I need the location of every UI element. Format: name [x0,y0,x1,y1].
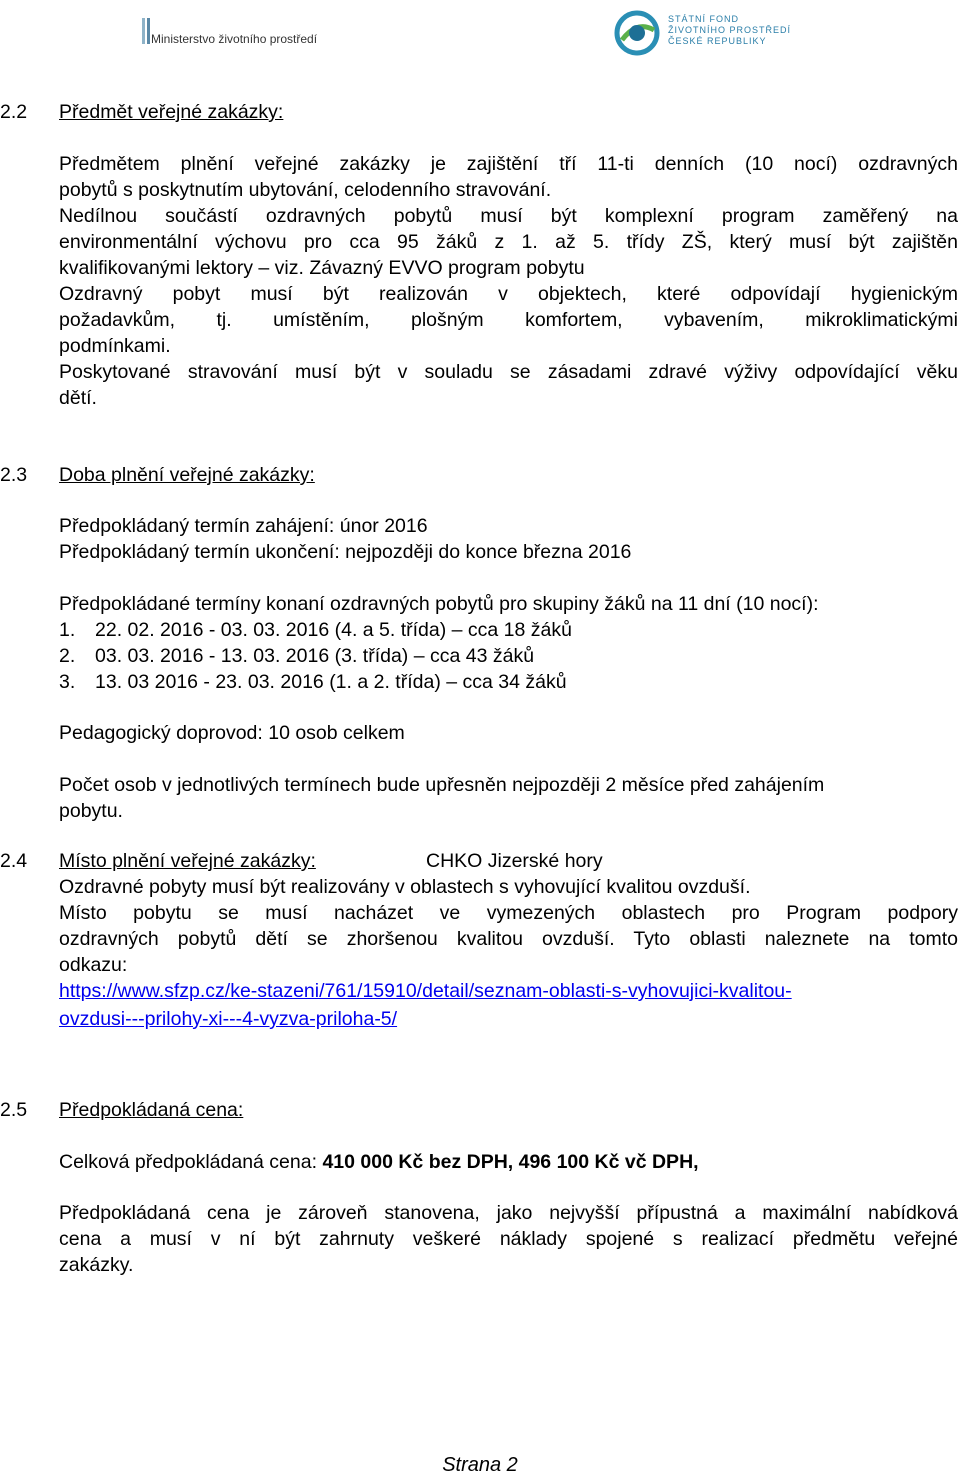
regions-link-line2[interactable]: ovzdusi---prilohy-xi---4-vyzva-priloha-5/ [59,1008,398,1030]
term-number: 2. [59,645,76,667]
regions-link-line1[interactable]: https://www.sfzp.cz/ke-stazeni/761/15910/detail/seznam-oblasti-s-vyhovujici-kvalitou- [59,980,792,1002]
paragraph-line: zakázky. [59,1254,134,1276]
term-text: 13. 03 2016 - 23. 03. 2016 (1. a 2. třída) – cca 34 žáků [95,671,567,693]
sfzp-logo-line: ČESKÉ REPUBLIKY [668,36,767,46]
sfzp-logo-line: STÁTNÍ FOND [668,14,739,24]
total-price-label: Celková předpokládaná cena: [59,1151,323,1173]
mzp-logo-text: Ministerstvo životního prostředí [151,32,318,46]
section-title: Místo plnění veřejné zakázky: [59,850,316,872]
paragraph-line: Předmětem plnění veřejné zakázky je zajištění tří 11-ti denních (10 nocí) ozdravných [59,153,958,175]
paragraph-line: Poskytované stravování musí být v souladu se zásadami zdravé výživy odpovídající věku [59,361,958,383]
paragraph-line: kvalifikovanými lektory – viz. Závazný EVVO program pobytu [59,257,585,279]
paragraph-line: Ozdravný pobyt musí být realizován v objektech, které odpovídají hygienickým [59,283,958,305]
paragraph-line: požadavkům, tj. umístěním, plošným komfortem, vybavením, mikroklimatickými [59,309,958,331]
section-title: Předmět veřejné zakázky: [59,101,284,123]
term-number: 3. [59,671,76,693]
term-text: 03. 03. 2016 - 13. 03. 2016 (3. třída) – cca 43 žáků [95,645,535,667]
section-title: Doba plnění veřejné zakázky: [59,464,315,486]
sfzp-emblem-icon [614,10,660,56]
paragraph-line: Nedílnou součástí ozdravných pobytů musí být komplexní program zaměřený na [59,205,958,227]
paragraph-line: ozdravných pobytů dětí se zhoršenou kvalitou ovzduší. Tyto oblasti naleznete na tomto [59,928,958,950]
term-text: 22. 02. 2016 - 03. 03. 2016 (4. a 5. třída) – cca 18 žáků [95,619,572,641]
paragraph-line: odkazu: [59,954,128,976]
escort-info: Pedagogický doprovod: 10 osob celkem [59,722,405,744]
term-item [59,643,534,669]
section-number: 2.4 [0,850,28,872]
start-date: Předpokládaný termín zahájení: únor 2016 [59,515,428,537]
place-value: CHKO Jizerské hory [426,850,603,872]
total-price-value: 410 000 Kč bez DPH, 496 100 Kč vč DPH, [322,1151,699,1173]
section-number: 2.3 [0,464,28,486]
section-title: Předpokládaná cena: [59,1099,244,1121]
terms-intro: Předpokládané termíny konaní ozdravných pobytů pro skupiny žáků na 11 dní (10 nocí): [59,593,819,615]
term-item [59,669,567,695]
sfzp-logo [614,10,792,56]
paragraph-line: Místo pobytu se musí nacházet ve vymezených oblastech pro Program podpory [59,902,958,924]
section-number: 2.5 [0,1099,28,1121]
paragraph-line: Předpokládaná cena je zároveň stanovena, jako nejvyšší přípustná a maximální nabídková [59,1202,958,1224]
sfzp-logo-text [668,14,791,47]
section-number: 2.2 [0,101,28,123]
paragraph-line: dětí. [59,387,97,409]
paragraph-line: podmínkami. [59,335,171,357]
paragraph-line: Ozdravné pobyty musí být realizovány v oblastech s vyhovující kvalitou ovzduší. [59,876,751,898]
page-number: Strana 2 [442,1454,518,1476]
sfzp-logo-line: ŽIVOTNÍHO PROSTŘEDÍ [668,25,792,35]
paragraph-line: cena a musí v ní být zahrnuty veškeré náklady spojené s realizací předmětu veřejné [59,1228,958,1250]
end-date: Předpokládaný termín ukončení: nejpozději do konce března 2016 [59,541,632,563]
paragraph-line: Počet osob v jednotlivých termínech bude upřesněn nejpozději 2 měsíce před zahájením [59,774,825,796]
paragraph-line: environmentální výchovu pro cca 95 žáků z 1. až 5. třídy ZŠ, který musí být zajištěn [59,231,958,253]
term-item [59,617,572,643]
regions-link[interactable] [59,978,792,1004]
paragraph-line: pobytu. [59,800,123,822]
total-price [59,1149,699,1175]
regions-link[interactable] [59,1006,397,1032]
mzp-logo [140,14,318,48]
paragraph-line: pobytů s poskytnutím ubytování, celodenního stravování. [59,179,552,201]
term-number: 1. [59,619,76,641]
